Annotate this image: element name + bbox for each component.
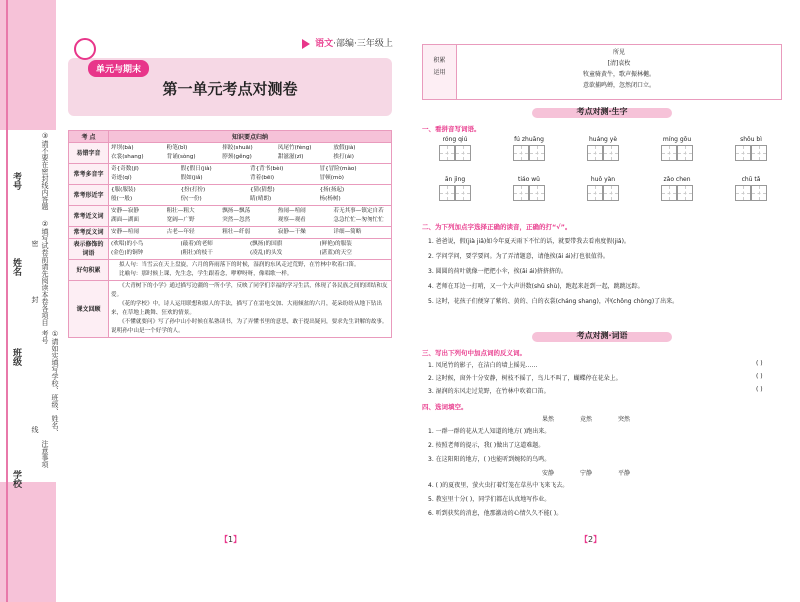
cell-paragraph: 《大青树下的小学》通过描写边疆的一所小学，反映了同学们幸福的学习生活，体现了各民族之间的团结和友爱。 xyxy=(111,283,388,298)
cell-line xyxy=(111,153,389,162)
writing-box[interactable] xyxy=(677,145,693,161)
q2-title: 二、为下列加点字选择正确的读音，正确的打“√”。 xyxy=(422,223,572,231)
row-content xyxy=(109,143,392,164)
row-category: 常考多音字 xyxy=(69,164,109,185)
pinyin-cell xyxy=(502,136,556,161)
pinyin-cell xyxy=(576,136,630,161)
note-1: ①请如实填写学校、班级、姓名、考号 xyxy=(41,330,59,436)
writing-box[interactable] xyxy=(677,185,693,201)
section-head-words: 考点对测·词语 xyxy=(532,328,672,344)
cell-item: 湖面—湖面 xyxy=(111,217,139,223)
question-line: 2. 这时候，窗外十分安静，树枝不摇了，鸟儿不叫了，蝴蝶停在花朵上。 xyxy=(428,375,622,382)
id-label: 考号 xyxy=(11,172,21,190)
cell-item: {服(服装) xyxy=(111,187,136,193)
pinyin-cell xyxy=(724,136,778,161)
note-2: ②填写试卷前请先阅读本卷各项目 xyxy=(41,220,49,326)
row-category: 表示修饰的词语 xyxy=(69,239,109,260)
cell-item: 背诵(sòng) xyxy=(166,154,196,160)
binding-strip xyxy=(0,0,59,602)
page-number-right: 【2】 xyxy=(580,535,602,544)
name-label: 姓名 xyxy=(11,258,21,276)
row-content xyxy=(109,260,392,281)
pinyin-text: huǒ yàn xyxy=(590,176,616,183)
cell-item: 冒{冒险(mào) xyxy=(319,166,357,172)
pinyin-cell xyxy=(428,176,482,201)
writing-box[interactable] xyxy=(587,145,603,161)
cell-item: (粗壮)的枝干 xyxy=(180,250,213,256)
cell-line xyxy=(111,240,389,249)
cell-paragraph: 《花的学校》中，诗人运用联想和拟人的手法，描写了在雷电交加、大雨倾盆的六月，花朵纷纷从地下钻出来，在草地上跳舞、狂欢的情景。 xyxy=(111,301,382,316)
writing-box[interactable] xyxy=(529,145,545,161)
pinyin-text: huáng yè xyxy=(588,136,618,143)
table-row xyxy=(69,260,392,281)
pinyin-cell xyxy=(650,176,704,201)
writing-box[interactable] xyxy=(735,185,751,201)
answer-blank[interactable]: ( ) xyxy=(756,360,763,367)
writing-box[interactable] xyxy=(603,145,619,161)
pinyin-text: ān jìng xyxy=(444,176,466,183)
cell-item: 假{假日(jià) xyxy=(180,166,212,172)
cell-line xyxy=(111,144,389,153)
cell-item: 粗壮—粗大 xyxy=(166,208,195,214)
head-cat: 考 点 xyxy=(69,131,109,143)
cell-item: 般(一般) xyxy=(111,196,133,202)
cell-item: (金色)的铜钟 xyxy=(111,250,144,256)
cell-item: 冒顿(mò) xyxy=(319,175,344,181)
knowledge-table xyxy=(68,130,392,338)
play-arrow-icon xyxy=(302,39,310,49)
cell-line xyxy=(111,186,389,195)
row-category: 课文回顾 xyxy=(69,281,109,338)
pinyin-row-2 xyxy=(428,176,778,201)
writing-box[interactable] xyxy=(513,145,529,161)
poem-author: [清]袁枚 xyxy=(607,60,631,67)
cell-item: 睛(晴朗) xyxy=(250,196,272,202)
answer-blank[interactable]: ( ) xyxy=(756,373,763,380)
section-head-chars: 考点对测·生字 xyxy=(532,104,672,120)
page-title: 第一单元考点对测卷 xyxy=(162,80,298,98)
unit-tag: 单元与期末 xyxy=(88,60,149,77)
options-2 xyxy=(542,468,656,477)
cell-item: (鲜艳)的服装 xyxy=(319,241,352,247)
pinyin-text: zǎo chen xyxy=(663,176,691,183)
writing-box[interactable] xyxy=(587,185,603,201)
row-category: 常考近义词 xyxy=(69,206,109,227)
cell-item: 粗壮—纤弱 xyxy=(222,229,251,235)
cell-item: 粉笔(bǐ) xyxy=(166,145,188,151)
word-option: 突然 xyxy=(618,416,631,423)
writing-box[interactable] xyxy=(439,145,455,161)
table-row xyxy=(69,281,392,338)
alarm-clock-icon xyxy=(74,38,96,60)
cell-item: 突然—忽然 xyxy=(222,217,251,223)
pinyin-text: róng qiú xyxy=(442,136,468,143)
cell-item: 安静—寂静 xyxy=(111,208,139,214)
row-content xyxy=(109,239,392,260)
cell-item: (凌乱)的头发 xyxy=(250,250,283,256)
question-line: 3. 在这阳阳的地方，( )也能听到婉转的鸟鸣。 xyxy=(428,456,551,463)
row-category: 常考反义词 xyxy=(69,227,109,239)
cell-item: (飘扬)的国旗 xyxy=(250,241,283,247)
cell-line xyxy=(111,174,389,183)
answer-blank[interactable]: ( ) xyxy=(756,386,763,393)
question-line: 1. 爸爸说，假(jià jiǎ)如今年夏天雨下不忙的话，就要带我去看南度假(jiǎ)。 xyxy=(428,238,630,245)
strip-stripe xyxy=(6,0,8,602)
pinyin-text: míng gōu xyxy=(662,136,692,143)
poem-line-1: 牧童骑黄牛，歌声振林樾。 xyxy=(582,71,655,78)
cell-item: 甜滋滋(zī) xyxy=(277,154,304,160)
pinyin-cell xyxy=(724,176,778,201)
question-line: 5. 教室里十分( )，同学们都在认真地写作业。 xyxy=(428,496,551,503)
table-row xyxy=(69,143,392,164)
cell-item: 杨(杨树) xyxy=(319,196,341,202)
question-line: 1. 一群一群的花从无人知道的地方( )跑出来。 xyxy=(428,428,551,435)
word-option: 竟然 xyxy=(580,416,593,423)
question-line: 2. 按照老师的提示，我( )做出了这道难题。 xyxy=(428,442,545,449)
table-row xyxy=(69,239,392,260)
word-option: 安静 xyxy=(542,470,555,477)
table-row xyxy=(69,185,392,206)
writing-box[interactable] xyxy=(439,185,455,201)
writing-box[interactable] xyxy=(661,185,677,201)
writing-box[interactable] xyxy=(751,145,767,161)
page-number-left: 【1】 xyxy=(220,535,242,544)
pinyin-cell xyxy=(576,176,630,201)
row-content xyxy=(109,227,392,239)
pinyin-cell xyxy=(650,136,704,161)
seal-feng: 封 xyxy=(31,296,39,303)
cell-item: 坪坝(bà) xyxy=(111,145,134,151)
question-line: 2. 学问学问，要学要问。为了弄清题意，请他挨(āi ái)打也很值得。 xyxy=(428,253,609,260)
cell-item: {猜(猜想) xyxy=(250,187,275,193)
notes-label: 注意事项 xyxy=(41,440,49,468)
writing-box[interactable] xyxy=(529,185,545,201)
cell-item: 份(一份) xyxy=(180,196,202,202)
writing-box[interactable] xyxy=(735,145,751,161)
seal-mi: 密 xyxy=(31,240,39,247)
question-line: 1. 凤尾竹的影子，在洁白的墙上摇晃…… xyxy=(428,362,538,369)
cell-item: 宽阔—广野 xyxy=(166,217,195,223)
cell-item: 衣裳(shang) xyxy=(111,154,144,160)
pinyin-cell xyxy=(502,176,556,201)
cell-item: 凤尾竹(fèng) xyxy=(277,145,312,151)
seal-xian: 线 xyxy=(31,426,39,433)
pinyin-text: tiáo wǔ xyxy=(518,176,540,183)
cell-item: 奇迹(qí) xyxy=(111,175,132,181)
writing-box[interactable] xyxy=(603,185,619,201)
question-line: 4. 老师在耳边一打哨，又一个大声讲数(shǔ shù)，跑起来赶到一起，跳跳远踪。 xyxy=(428,283,644,290)
cell-line xyxy=(111,228,389,237)
cell-line xyxy=(111,216,389,225)
pinyin-cell xyxy=(428,136,482,161)
poem-title: 所见 xyxy=(612,49,625,56)
cell-paragraph: 《不懂就要问》写了孙中山小时候在私塾读书，为了弄懂书里的意思，敢于提出疑问，要求先生讲解的故事。说明孙中山是一个好学的人。 xyxy=(111,319,388,334)
poem-side-label: 积累 运用 xyxy=(423,45,457,99)
pinyin-row-1 xyxy=(428,136,778,161)
cell-item: 背{背书(bèi) xyxy=(250,166,284,172)
cell-item: 详细—简略 xyxy=(333,229,362,235)
cell-item: 挨打(ái) xyxy=(333,154,354,160)
cell-item: 摔跤(shuāi) xyxy=(222,145,253,151)
cell-item: 安静—喧闹 xyxy=(111,229,139,235)
cell-item: 古老—年轻 xyxy=(166,229,195,235)
row-category: 易错字音 xyxy=(69,143,109,164)
cell-item: {扮(打扮) xyxy=(180,187,206,193)
pinyin-text: chū tǎ xyxy=(741,176,761,183)
row-content xyxy=(109,164,392,185)
cell-item: 寂静—干燥 xyxy=(277,229,306,235)
cell-line xyxy=(111,249,389,258)
note-3: ③请不要在密封线内答题 xyxy=(41,132,49,210)
q4-title: 四、选词填空。 xyxy=(422,403,468,411)
pinyin-text: fú zhuāng xyxy=(514,136,544,143)
q3-title: 三、写出下列句中加点词的反义词。 xyxy=(422,349,526,357)
right-page xyxy=(412,0,792,602)
writing-box[interactable] xyxy=(513,185,529,201)
cell-item: {扬(扬起) xyxy=(319,187,345,193)
cell-item: (敲着)的老师 xyxy=(180,241,213,247)
q1-title: 一、看拼音写词语。 xyxy=(422,125,481,133)
row-content xyxy=(109,281,392,338)
question-line: 3. 圆圆的荷叶就像一把把小伞，挨(āi ái)挤挤挤的。 xyxy=(428,268,567,275)
question-line: 5. 这时，花孩子们便穿了紫的、黄的、白的衣裳(cháng shang)，冲(chōng chòng)了出来。 xyxy=(428,298,679,305)
school-label: 学校 xyxy=(11,470,21,488)
word-option: 果然 xyxy=(542,416,555,423)
cell-item: 放假(jià) xyxy=(333,145,356,151)
class-label: 班级 xyxy=(11,348,21,366)
writing-box[interactable] xyxy=(455,145,471,161)
table-row xyxy=(69,206,392,227)
cell-line xyxy=(111,195,389,204)
word-option: 平静 xyxy=(618,470,631,477)
cell-item: 假如(jiǎ) xyxy=(180,175,203,181)
poem xyxy=(457,47,781,91)
head-content: 知识要点归纳 xyxy=(109,131,392,143)
cell-item: (湛蓝)的天空 xyxy=(319,250,352,256)
writing-box[interactable] xyxy=(455,185,471,201)
strip-bottom-band xyxy=(0,482,56,602)
subject-label xyxy=(302,36,393,49)
cell-item: 急急忙忙—匆匆忙忙 xyxy=(333,217,384,223)
writing-box[interactable] xyxy=(751,185,767,201)
table-row xyxy=(69,227,392,239)
options-1 xyxy=(542,414,656,423)
row-category: 好句积累 xyxy=(69,260,109,281)
cell-item: 奇{奇数(jī) xyxy=(111,166,139,172)
cell-item: (欢唱)的小鸟 xyxy=(111,241,144,247)
cell-line xyxy=(111,207,389,216)
cell-paragraph: 拟人句：当雪云在天上盘旋，六月的阵雨落下的时候，湿润的东风走过荒野，在竹林中吹着口笛。 xyxy=(119,262,360,268)
cell-item: 观察—观看 xyxy=(277,217,306,223)
subject-grade: ·部编·三年级上 xyxy=(333,39,393,49)
poem-line-2: 意欲捕鸣蝉，忽然闭口立。 xyxy=(582,82,655,89)
pinyin-text: shōu bì xyxy=(740,136,762,143)
question-line: 3. 湿润的东风走过荒野，在竹林中吹着口笛。 xyxy=(428,388,550,395)
row-content xyxy=(109,206,392,227)
word-option: 宁静 xyxy=(580,470,593,477)
strip-top-band xyxy=(0,0,56,130)
row-content xyxy=(109,185,392,206)
poem-box xyxy=(422,44,782,100)
question-line: 4. ( )的夏夜里，萤火虫打着灯笼在草丛中飞来飞去。 xyxy=(428,482,569,489)
left-page xyxy=(60,0,400,602)
cell-item: 热闹—喧闹 xyxy=(277,208,306,214)
subject-name: 语文 xyxy=(315,39,334,49)
cell-item: 飘扬—飘荡 xyxy=(222,208,251,214)
writing-box[interactable] xyxy=(661,145,677,161)
cell-paragraph: 比喻句：那时候上课，先生念，学生跟着念，咿咿呀呀，像唱歌一样。 xyxy=(119,271,293,277)
cell-item: 若无其事—镇定自若 xyxy=(333,208,384,214)
row-category: 常考形近字 xyxy=(69,185,109,206)
question-line: 6. 听到获奖的消息，他那激动的心情久久不能( )。 xyxy=(428,510,563,517)
cell-item: 脖颈(gěng) xyxy=(222,154,252,160)
cell-line xyxy=(111,165,389,174)
cell-item: 背着(bēi) xyxy=(250,175,275,181)
table-row xyxy=(69,164,392,185)
